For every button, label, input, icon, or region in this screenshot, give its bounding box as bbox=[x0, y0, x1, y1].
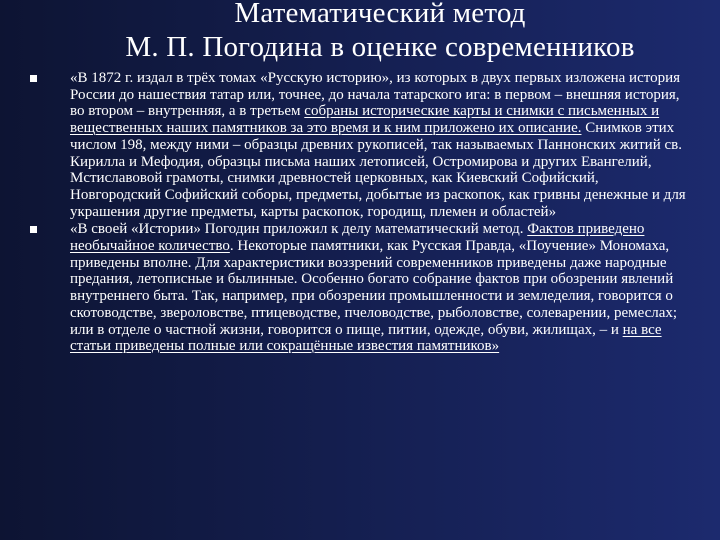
bullet-item bbox=[22, 70, 690, 220]
text-segment: «В своей «Истории» Погодин приложил к делу математический метод. bbox=[70, 221, 528, 238]
slide-body bbox=[22, 70, 690, 355]
bullet-text bbox=[70, 70, 690, 220]
square-bullet-icon bbox=[30, 226, 37, 233]
slide-title bbox=[40, 0, 720, 64]
square-bullet-icon bbox=[30, 75, 37, 82]
bullet-text bbox=[70, 221, 690, 355]
title-line-1: Математический метод bbox=[234, 0, 526, 29]
underlined-text-segment: собраны исторические карты и снимки с письменных и вещественных наших памятников за это время и к ним приложено их описание. bbox=[70, 103, 660, 137]
title-line-2: М. П. Погодина в оценке современников bbox=[125, 31, 635, 63]
underlined-text-segment: на все статьи приведены полные или сокращённые известия памятников» bbox=[70, 321, 662, 355]
text-segment: . Некоторые памятники, как Русская Правда, «Поучение» Мономаха, приведены вполне. Для характеристики воззрений современников приведены даже народные предания, летописные и былинные. Особенно богато собрание фактов при обозрении явлений внутреннего быта. Так, например, при обозрении промышленности и земледелия, говорится о скотоводстве, звероловстве, птицеводстве, пчеловодстве, рыболовстве, солеварении, ремеслах; или в отделе о частной жизни, говорится о пище, питии, одежде, обуви, жилищах, – и bbox=[70, 238, 678, 338]
underlined-text-segment: Фактов приведено необычайное количество bbox=[70, 221, 645, 255]
text-segment: Снимков этих числом 198, между ними – образцы древних рукописей, так называемых Паннонских житий св. Кирилла и Мефодия, образцы письма наших летописей, Остромирова и других Евангелий, Мстиславовой грамоты, снимки древностей церковных, как Киевский Софийский, Новгородский Софийский соборы, предметы, добытые из раскопок, как гривны денежные и для украшения другие предметы, карты раскопок, городищ, племен и областей» bbox=[70, 120, 686, 220]
text-segment: «В 1872 г. издал в трёх томах «Русскую историю», из которых в двух первых изложена история России до нашествия татар или, точнее, до начала татарского ига: в первом – внешняя история, во втором – внутренняя, а в третьем bbox=[70, 70, 681, 120]
bullet-item bbox=[22, 221, 690, 355]
